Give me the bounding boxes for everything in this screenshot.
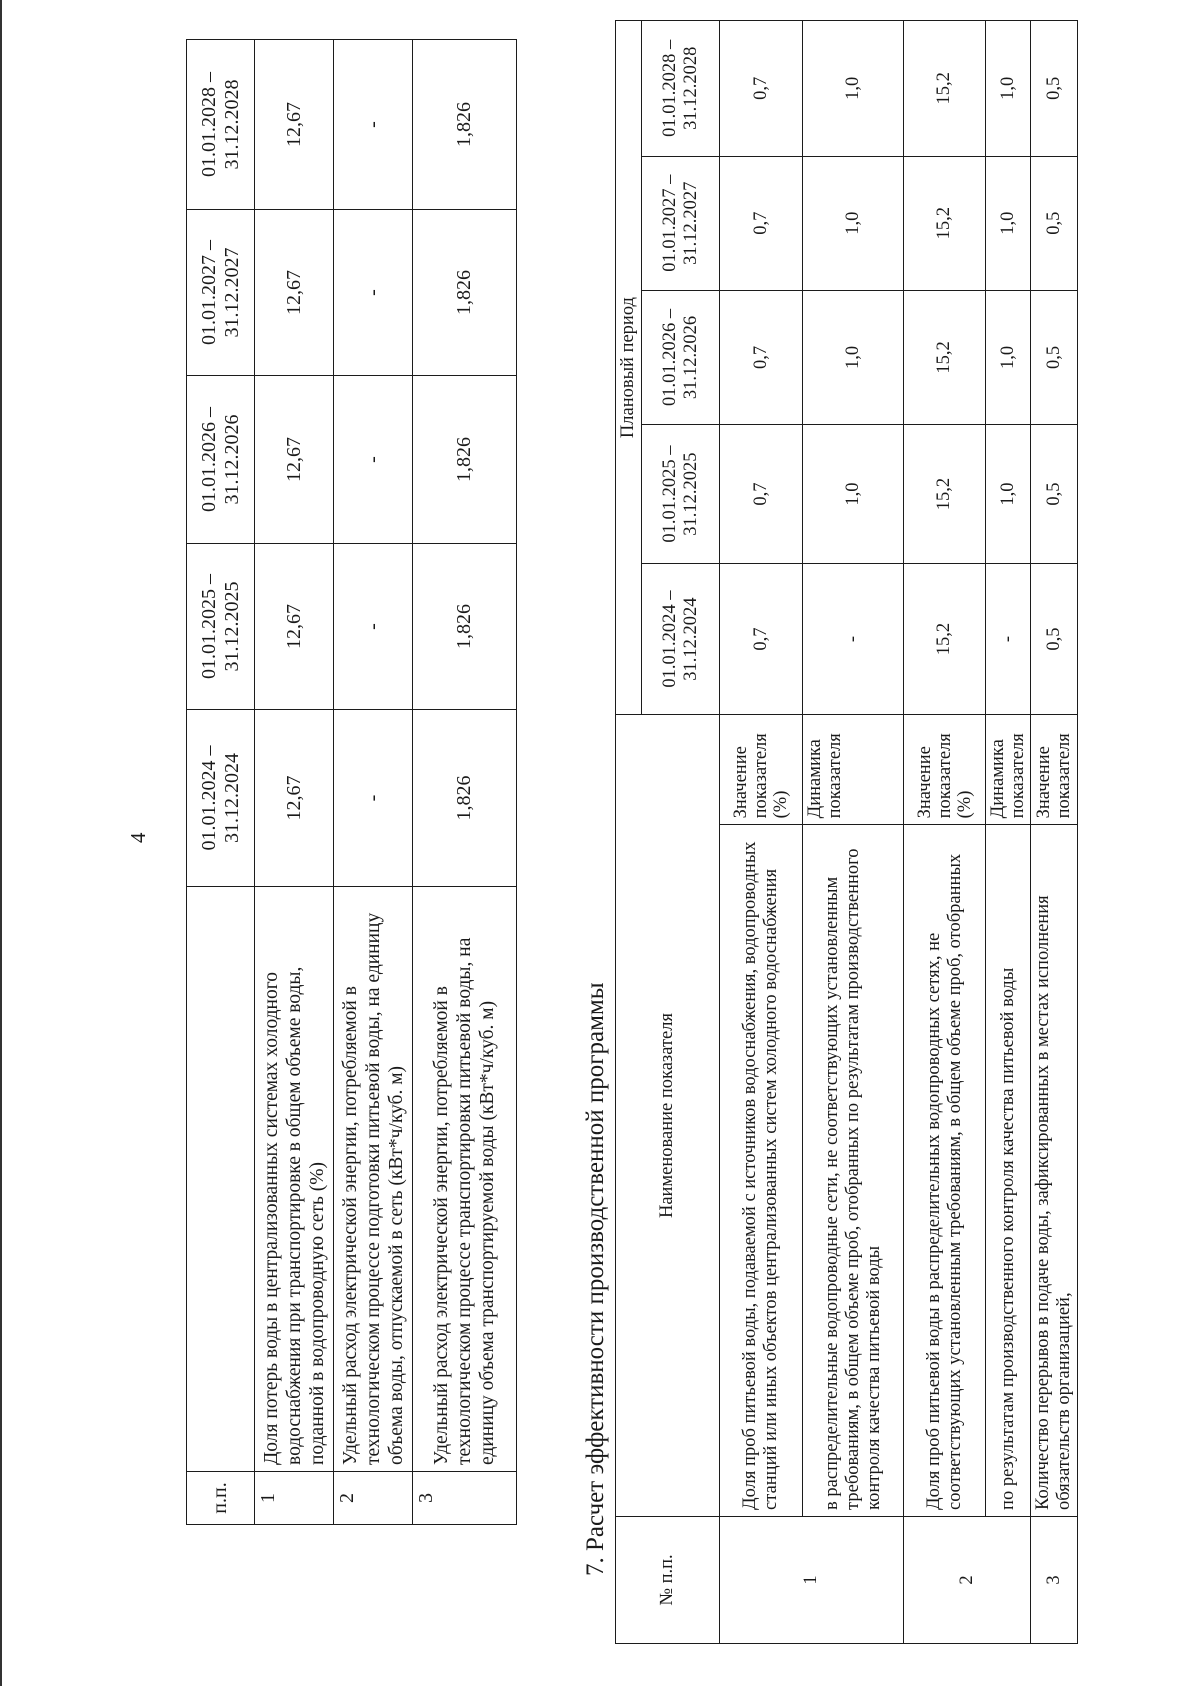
row-value: 1,0	[986, 290, 1031, 424]
row-value: 1,826	[413, 376, 517, 544]
row-name-part: в распределительные водопроводные сети, не соответствующих установленным требованиям, в общем объеме проб, отобранных по результатам производственного контроля качества питьевой воды	[803, 825, 904, 1517]
row-value: 1,0	[803, 156, 904, 290]
row-value: 1,826	[413, 544, 517, 710]
row-value: 0,5	[1031, 156, 1078, 290]
row-value: 1,0	[803, 290, 904, 424]
row-value: 12,67	[255, 210, 334, 376]
row-name-part: Количество перерывов в подаче воды, зафиксированных в местах исполнения обязательств организацией,	[1031, 825, 1078, 1517]
row-label: Динамика показателя	[986, 715, 1031, 825]
row-value: 0,5	[1031, 21, 1078, 157]
period-header: 01.01.2025 – 31.12.2025	[642, 425, 720, 564]
period-header: 01.01.2028 – 31.12.2028	[642, 21, 720, 157]
row-value: 1,0	[803, 21, 904, 157]
efficiency-header-row	[616, 21, 642, 1644]
row-value: 15,2	[904, 290, 986, 424]
row-value: -	[334, 210, 413, 376]
indicator-row	[255, 40, 334, 1525]
row-value: 0,5	[1031, 425, 1078, 564]
efficiency-row	[720, 21, 803, 1644]
row-no: 1	[255, 1472, 334, 1525]
row-no: 3	[1031, 1516, 1078, 1643]
row-no: 2	[904, 1516, 1031, 1643]
row-value: 0,7	[720, 290, 803, 424]
row-value: 0,5	[1031, 564, 1078, 715]
period-header: 01.01.2027 – 31.12.2027	[642, 156, 720, 290]
row-value: -	[334, 376, 413, 544]
row-value: 1,826	[413, 210, 517, 376]
indicator-row	[334, 40, 413, 1525]
row-name-part: Доля проб питьевой воды в распределительных водопроводных сетях, не соответствующих установленным требованиям, в общем объеме проб, отобранных	[904, 825, 986, 1517]
efficiency-row	[986, 21, 1031, 1644]
row-value: 12,67	[255, 544, 334, 710]
row-value: 12,67	[255, 40, 334, 210]
row-value: 1,0	[986, 425, 1031, 564]
period-header: 01.01.2024 – 31.12.2024	[642, 564, 720, 715]
indicator-table	[186, 39, 517, 1525]
row-value: 1,0	[986, 21, 1031, 157]
header-no: п.п.	[187, 1472, 255, 1525]
row-value: 15,2	[904, 21, 986, 157]
row-value: 0,5	[1031, 290, 1078, 424]
period-header: 01.01.2024 – 31.12.2024	[187, 710, 255, 887]
row-no: 3	[413, 1472, 517, 1525]
header-no: № п.п.	[616, 1516, 720, 1643]
page-number: 4	[126, 832, 150, 843]
period-header: 01.01.2026 – 31.12.2026	[642, 290, 720, 424]
row-value: 12,67	[255, 376, 334, 544]
row-name: Доля потерь воды в централизованных системах холодного водоснабжения при транспортировке в общем объеме воды, поданной в водопроводную сеть (%)	[255, 887, 334, 1472]
row-name: Удельный расход электрической энергии, потребляемой в технологическом процессе подготовки питьевой воды, на единицу объема воды, отпускаемой в сеть (кВт*ч/куб. м)	[334, 887, 413, 1472]
row-value: 0,7	[720, 564, 803, 715]
row-value: 0,7	[720, 21, 803, 157]
period-header: 01.01.2026 – 31.12.2026	[187, 376, 255, 544]
row-value: 1,0	[986, 156, 1031, 290]
row-value: 0,7	[720, 156, 803, 290]
row-label: Значение показателя (%)	[720, 715, 803, 825]
header-planned-period: Плановый период	[616, 21, 642, 715]
row-value: -	[334, 40, 413, 210]
row-label: Значение показателя (%)	[904, 715, 986, 825]
row-name-part: по результатам производственного контроля качества питьевой воды	[986, 825, 1031, 1517]
period-header: 01.01.2025 – 31.12.2025	[187, 544, 255, 710]
efficiency-row	[904, 21, 986, 1644]
efficiency-row	[1031, 21, 1078, 1644]
period-header: 01.01.2028 – 31.12.2028	[187, 40, 255, 210]
header-name: Наименование показателя	[616, 715, 720, 1517]
section-heading: 7. Расчет эффективности производственной программы	[582, 982, 609, 1576]
row-label: Динамика показателя	[803, 715, 904, 825]
row-label: Значение показателя	[1031, 715, 1078, 825]
row-value: -	[334, 544, 413, 710]
period-header: 01.01.2027 – 31.12.2027	[187, 210, 255, 376]
row-value: 1,826	[413, 40, 517, 210]
row-no: 2	[334, 1472, 413, 1525]
row-value: -	[986, 564, 1031, 715]
row-value: 1,826	[413, 710, 517, 887]
efficiency-row	[803, 21, 904, 1644]
row-value: -	[803, 564, 904, 715]
row-value: 1,0	[803, 425, 904, 564]
row-value: 15,2	[904, 425, 986, 564]
row-name-part: Доля проб питьевой воды, подаваемой с источников водоснабжения, водопроводных станций или иных объектов централизованных систем холодного водоснабжения	[720, 825, 803, 1517]
row-value: 12,67	[255, 710, 334, 887]
row-value: 15,2	[904, 156, 986, 290]
indicator-header-row	[187, 40, 255, 1525]
row-value: 15,2	[904, 564, 986, 715]
row-value: 0,7	[720, 425, 803, 564]
row-no: 1	[720, 1516, 904, 1643]
efficiency-table	[615, 20, 1078, 1644]
indicator-row	[413, 40, 517, 1525]
row-name: Удельный расход электрической энергии, потребляемой в технологическом процессе транспортировки питьевой воды, на единицу объема транспортируемой воды (кВт*ч/куб. м)	[413, 887, 517, 1472]
row-value: -	[334, 710, 413, 887]
header-name	[187, 887, 255, 1472]
